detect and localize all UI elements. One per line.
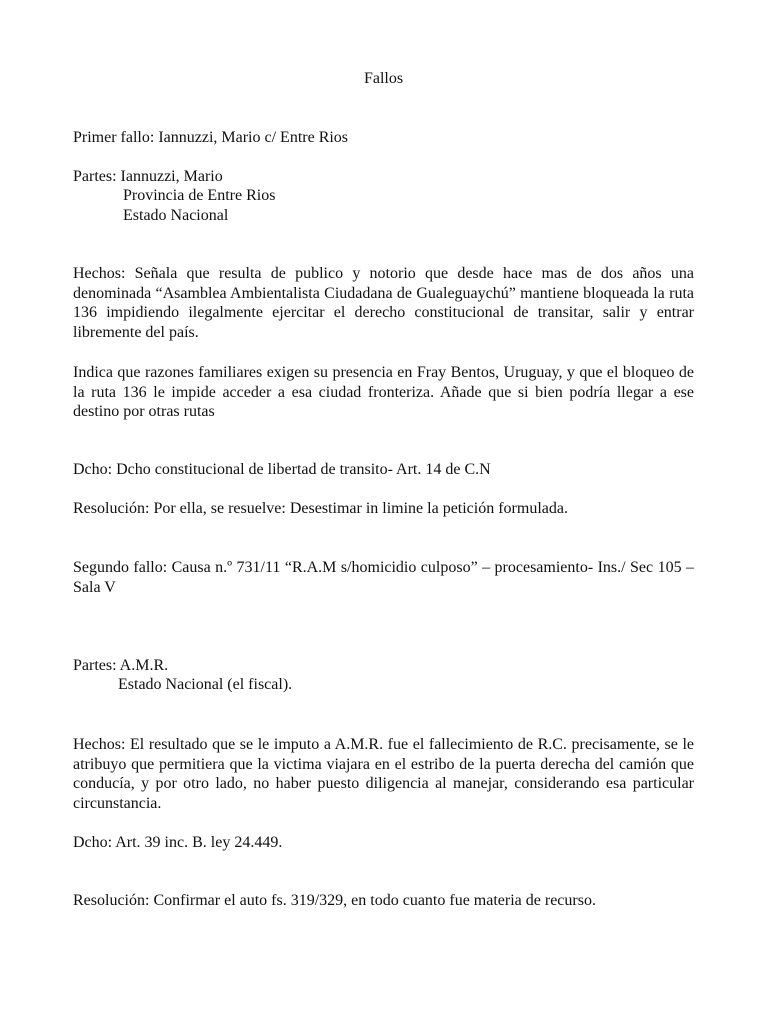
- primer-dcho: Dcho: Dcho constitucional de libertad de transito- Art. 14 de C.N: [73, 461, 491, 478]
- segundo-hechos-paragraph: Hechos: El resultado que se le imputo a A.M.R. fue el fallecimiento de R.C. precisamente, se le atribuyo que permitiera que la victima viajara en el estribo de la puerta derecha del camión que conducía, y por otro lado, no haber puesto diligencia al manejar, considerando esa particular circunstancia.: [73, 736, 694, 812]
- primer-partes-estado: Estado Nacional: [123, 207, 229, 224]
- segundo-dcho: Dcho: Art. 39 inc. B. ley 24.449.: [73, 834, 283, 851]
- primer-hechos-paragraph-2: Indica que razones familiares exigen su presencia en Fray Bentos, Uruguay, y que el bloqueo de la ruta 136 le impide acceder a esa ciudad fronteriza. Añade que si bien podría llegar a ese destino por otras rutas: [73, 364, 694, 421]
- primer-fallo-heading: Primer fallo: Iannuzzi, Mario c/ Entre Rios: [73, 129, 349, 146]
- primer-partes-provincia: Provincia de Entre Rios: [123, 187, 276, 204]
- primer-partes-label: Partes: Iannuzzi, Mario: [73, 168, 223, 185]
- segundo-partes-label: Partes: A.M.R.: [73, 657, 169, 674]
- primer-resolucion: Resolución: Por ella, se resuelve: Desestimar in limine la petición formulada.: [73, 500, 568, 517]
- document-page: [73, 0, 694, 1024]
- page-title: Fallos: [363, 70, 404, 87]
- segundo-partes-estado: Estado Nacional (el fiscal).: [118, 676, 293, 693]
- segundo-resolucion: Resolución: Confirmar el auto fs. 319/329, en todo cuanto fue materia de recurso.: [73, 892, 596, 909]
- primer-hechos-paragraph: Hechos: Señala que resulta de publico y notorio que desde hace mas de dos años una denominada “Asamblea Ambientalista Ciudadana de Gualeguaychú” mantiene bloqueada la ruta 136 impidiendo ilegalmente ejercitar el derecho constitucional de transitar, salir y entrar libremente del país.: [73, 265, 694, 341]
- segundo-fallo-heading: Segundo fallo: Causa n.º 731/11 “R.A.M s/homicidio culposo” – procesamiento- Ins./ Sec 105 –Sala V: [73, 559, 694, 596]
